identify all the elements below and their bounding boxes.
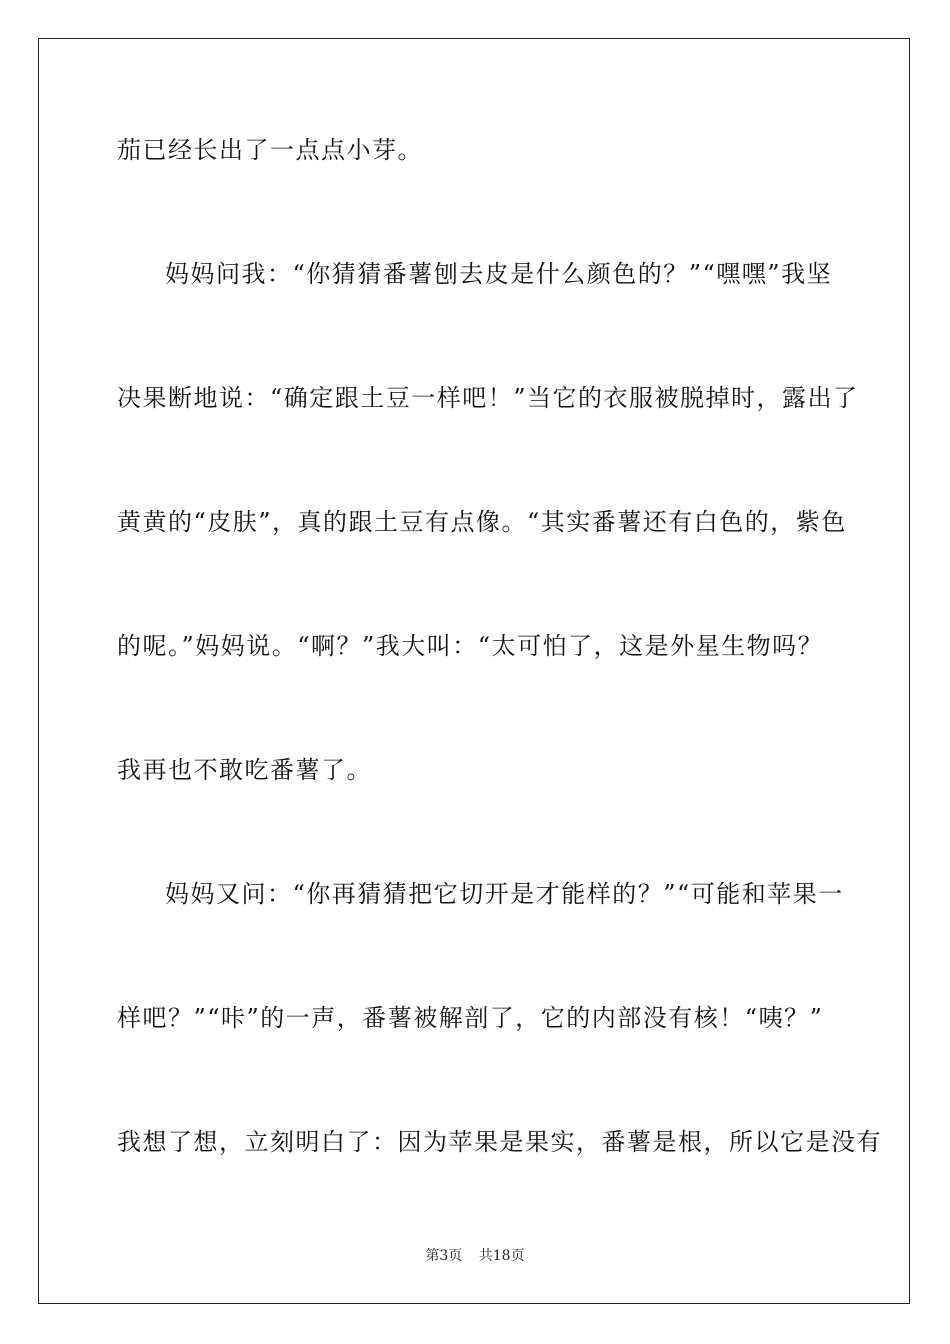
text-line: 我想了想，立刻明白了：因为苹果是果实，番薯是根，所以它是没有	[117, 1128, 882, 1156]
page-border	[38, 38, 910, 1304]
text-line: 妈妈问我：“你猜猜番薯刨去皮是什么颜色的？”“嘿嘿”我坚	[165, 260, 833, 288]
page-total: 共18页	[478, 1248, 525, 1264]
page-number: 第3页	[425, 1248, 463, 1264]
page-footer	[0, 1247, 950, 1265]
text-line: 妈妈又问：“你再猜猜把它切开是才能样的？”“可能和苹果一	[165, 880, 844, 908]
text-line: 我再也不敢吃番薯了。	[117, 756, 372, 784]
text-line: 黄黄的“皮肤”，真的跟土豆有点像。“其实番薯还有白色的，紫色	[117, 508, 847, 536]
text-line: 样吧？”“咔”的一声，番薯被解剖了，它的内部没有核！“咦？”	[117, 1004, 824, 1032]
text-line: 决果断地说：“确定跟土豆一样吧！”当它的衣服被脱掉时，露出了	[117, 384, 859, 412]
text-line: 茄已经长出了一点点小芽。	[117, 136, 423, 164]
text-line: 的呢。”妈妈说。“啊？”我大叫：“太可怕了，这是外星生物吗？	[117, 632, 824, 660]
